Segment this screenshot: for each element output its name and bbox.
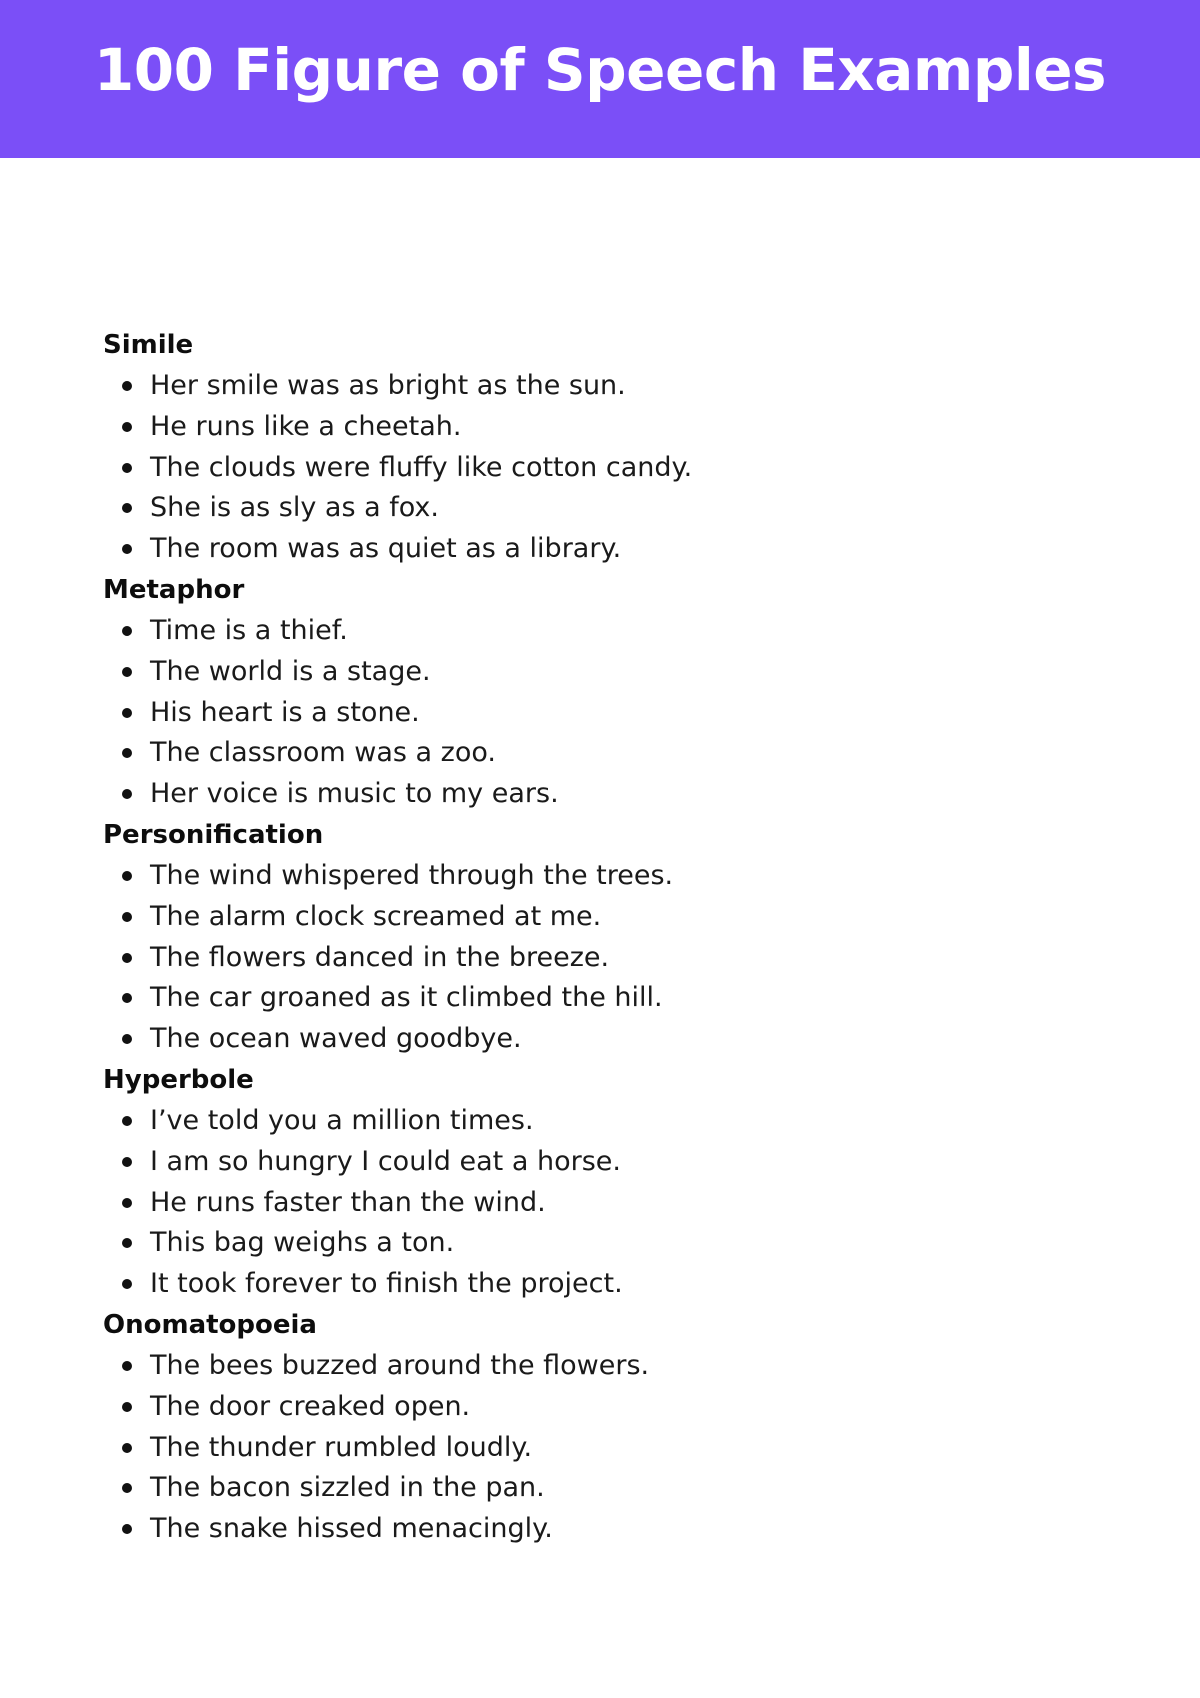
bullet-icon bbox=[122, 626, 132, 636]
bullet-icon bbox=[122, 667, 132, 677]
section-heading: Onomatopoeia bbox=[103, 1309, 317, 1340]
list-item bbox=[103, 978, 1103, 1019]
document-body bbox=[103, 325, 1103, 1550]
list-item-text: It took forever to finish the project. bbox=[150, 1268, 623, 1300]
bullet-icon bbox=[122, 1238, 132, 1248]
list-item-text: The alarm clock screamed at me. bbox=[150, 900, 602, 932]
example-list bbox=[103, 611, 1103, 815]
list-item bbox=[103, 693, 1103, 734]
section-metaphor bbox=[103, 570, 1103, 815]
list-item bbox=[103, 733, 1103, 774]
list-item bbox=[103, 1183, 1103, 1224]
bullet-icon bbox=[122, 1116, 132, 1126]
section-simile bbox=[103, 325, 1103, 570]
list-item bbox=[103, 774, 1103, 815]
section-hyperbole bbox=[103, 1060, 1103, 1305]
bullet-icon bbox=[122, 748, 132, 758]
list-item bbox=[103, 407, 1103, 448]
list-item-text: He runs faster than the wind. bbox=[150, 1186, 546, 1218]
list-item bbox=[103, 1142, 1103, 1183]
list-item-text: Her smile was as bright as the sun. bbox=[150, 370, 626, 401]
bullet-icon bbox=[122, 1402, 132, 1412]
section-personification bbox=[103, 815, 1103, 1060]
page-title: 100 Figure of Speech Examples bbox=[93, 36, 1107, 104]
example-list bbox=[103, 1101, 1103, 1305]
list-item bbox=[103, 1264, 1103, 1305]
list-item-text: The car groaned as it climbed the hill. bbox=[150, 982, 663, 1014]
list-item-text: I’ve told you a million times. bbox=[150, 1104, 534, 1136]
list-item bbox=[103, 1468, 1103, 1509]
bullet-icon bbox=[122, 463, 132, 473]
bullet-icon bbox=[122, 381, 132, 391]
bullet-icon bbox=[122, 544, 132, 554]
example-list bbox=[103, 366, 1103, 570]
page-header bbox=[0, 0, 1200, 158]
list-item bbox=[103, 1346, 1103, 1387]
bullet-icon bbox=[122, 1524, 132, 1534]
bullet-icon bbox=[122, 1483, 132, 1493]
bullet-icon bbox=[122, 708, 132, 718]
list-item bbox=[103, 897, 1103, 938]
list-item bbox=[103, 529, 1103, 570]
list-item-text: The door creaked open. bbox=[150, 1390, 471, 1422]
list-item bbox=[103, 652, 1103, 693]
bullet-icon bbox=[122, 422, 132, 432]
section-onomatopoeia bbox=[103, 1305, 1103, 1550]
section-heading: Personification bbox=[103, 819, 324, 850]
example-list bbox=[103, 1346, 1103, 1550]
bullet-icon bbox=[122, 993, 132, 1003]
bullet-icon bbox=[122, 503, 132, 513]
list-item-text: Time is a thief. bbox=[150, 614, 348, 646]
list-item-text: This bag weighs a ton. bbox=[150, 1227, 455, 1259]
list-item bbox=[103, 1387, 1103, 1428]
list-item-text: The classroom was a zoo. bbox=[150, 737, 496, 769]
list-item bbox=[103, 938, 1103, 979]
list-item-text: His heart is a stone. bbox=[150, 696, 420, 728]
list-item bbox=[103, 366, 1103, 407]
list-item-text: The clouds were fluffy like cotton candy. bbox=[150, 451, 693, 483]
list-item-text: She is as sly as a fox. bbox=[150, 492, 439, 524]
bullet-icon bbox=[122, 1198, 132, 1208]
list-item bbox=[103, 611, 1103, 652]
list-item-text: The world is a stage. bbox=[150, 655, 431, 687]
list-item bbox=[103, 856, 1103, 897]
bullet-icon bbox=[122, 871, 132, 881]
bullet-icon bbox=[122, 912, 132, 922]
bullet-icon bbox=[122, 789, 132, 799]
list-item-text: He runs like a cheetah. bbox=[150, 410, 462, 442]
bullet-icon bbox=[122, 1034, 132, 1044]
list-item bbox=[103, 448, 1103, 489]
list-item bbox=[103, 1428, 1103, 1469]
list-item-text: The room was as quiet as a library. bbox=[150, 533, 622, 565]
list-item bbox=[103, 1223, 1103, 1264]
bullet-icon bbox=[122, 1279, 132, 1289]
list-item-text: Her voice is music to my ears. bbox=[150, 778, 559, 810]
bullet-icon bbox=[122, 1443, 132, 1453]
bullet-icon bbox=[122, 1157, 132, 1167]
list-item-text: The flowers danced in the breeze. bbox=[150, 941, 610, 973]
list-item-text: The bacon sizzled in the pan. bbox=[150, 1472, 545, 1504]
section-heading: Metaphor bbox=[103, 574, 245, 605]
bullet-icon bbox=[122, 953, 132, 963]
list-item-text: The wind whispered through the trees. bbox=[150, 859, 674, 891]
list-item bbox=[103, 1101, 1103, 1142]
example-list bbox=[103, 856, 1103, 1060]
list-item-text: The thunder rumbled loudly. bbox=[150, 1431, 533, 1463]
list-item-text: The bees buzzed around the flowers. bbox=[150, 1349, 650, 1381]
list-item-text: I am so hungry I could eat a horse. bbox=[150, 1145, 621, 1177]
section-heading: Hyperbole bbox=[103, 1064, 254, 1095]
list-item bbox=[103, 1019, 1103, 1060]
list-item-text: The ocean waved goodbye. bbox=[150, 1023, 522, 1055]
bullet-icon bbox=[122, 1361, 132, 1371]
list-item bbox=[103, 488, 1103, 529]
section-heading: Simile bbox=[103, 330, 194, 360]
list-item bbox=[103, 1509, 1103, 1550]
list-item-text: The snake hissed menacingly. bbox=[150, 1513, 553, 1545]
